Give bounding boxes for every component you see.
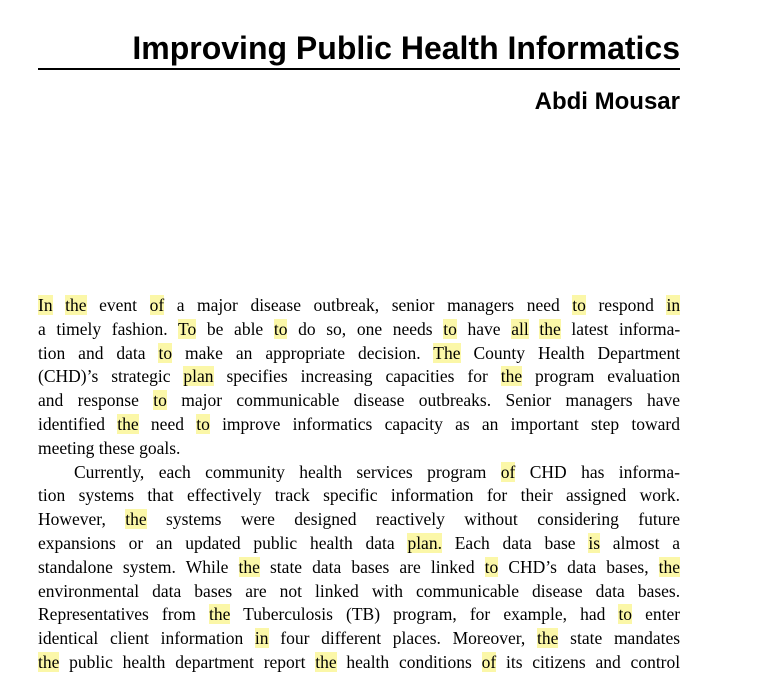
word: had [580, 604, 606, 625]
highlighted-word: to [443, 318, 457, 339]
word: goals. [139, 437, 181, 458]
word: state [270, 556, 303, 577]
text-line [38, 651, 680, 675]
word: Currently, [74, 461, 145, 482]
highlighted-word: to [196, 413, 210, 434]
word: linked [315, 580, 359, 601]
word: an [481, 413, 499, 434]
word: systems [166, 509, 222, 530]
highlighted-word: is [588, 532, 601, 553]
highlighted-word: the [537, 628, 559, 649]
word: outbreaks. [418, 390, 492, 411]
word: work. [639, 485, 680, 506]
word: systems [78, 485, 135, 506]
word: CHD [529, 461, 567, 482]
word: data [116, 342, 146, 363]
word: do [298, 318, 316, 339]
highlighted-word: of [500, 461, 516, 482]
word: While [185, 556, 229, 577]
word: tion [38, 485, 66, 506]
highlighted-word: of [481, 651, 497, 672]
word: step [590, 413, 620, 434]
highlighted-word: the [539, 318, 561, 339]
word: (TB) [346, 604, 381, 625]
word: and [38, 390, 64, 411]
word: mandates [613, 628, 681, 649]
word: for [486, 485, 508, 506]
word: standalone [38, 556, 113, 577]
word: have [467, 318, 501, 339]
word: that [147, 485, 174, 506]
word: places. [392, 628, 441, 649]
word: one [356, 318, 383, 339]
word: health [122, 651, 166, 672]
word: for [467, 366, 488, 387]
word: citizens [532, 651, 586, 672]
highlighted-word: plan. [407, 532, 442, 553]
word: health [299, 461, 342, 482]
word: Tuberculosis [243, 604, 333, 625]
word: major [181, 390, 223, 411]
highlighted-word: all [511, 318, 529, 339]
text-line [38, 365, 680, 389]
highlighted-word: To [178, 318, 197, 339]
word: information [390, 485, 474, 506]
document-page [38, 0, 681, 672]
word: response [77, 390, 139, 411]
word: strategic [111, 366, 171, 387]
word: improve [222, 413, 281, 434]
word: and [595, 651, 621, 672]
word: Health [537, 342, 585, 363]
word: informa- [618, 318, 681, 339]
word: are [245, 580, 267, 601]
highlighted-word: the [500, 366, 523, 387]
word: timely [56, 318, 102, 339]
word: capacities [385, 366, 455, 387]
highlighted-word: In [38, 295, 53, 315]
word: a [176, 295, 185, 315]
text-line [38, 508, 680, 532]
highlighted-word: to [618, 604, 633, 625]
word: disease [532, 580, 583, 601]
word: a [672, 532, 681, 553]
highlighted-word: to [153, 390, 167, 411]
word: four [280, 628, 310, 649]
word: linked [430, 556, 475, 577]
word: with [371, 580, 403, 601]
word: not [279, 580, 303, 601]
word: different [321, 628, 382, 649]
word: managers [565, 390, 633, 411]
word: data [595, 580, 625, 601]
word: an [155, 532, 173, 553]
highlighted-word: to [572, 295, 586, 315]
word: data [312, 556, 342, 577]
word: managers [447, 295, 515, 315]
word: outbreak, [313, 295, 380, 315]
word: and [78, 342, 104, 363]
highlighted-word: to [484, 556, 499, 577]
word: considering [537, 509, 619, 530]
word: event [99, 295, 137, 315]
word: bases [194, 580, 233, 601]
word: bases, [606, 556, 649, 577]
paragraph [38, 294, 680, 461]
word: communicable [236, 390, 340, 411]
word: CHD’s [508, 556, 557, 577]
word: health [346, 651, 390, 672]
word: make [185, 342, 223, 363]
word: needs [392, 318, 433, 339]
word: However, [38, 509, 106, 530]
word: program [535, 366, 595, 387]
word: expansions [38, 532, 116, 553]
word: capacity [384, 413, 443, 434]
word: almost [612, 532, 660, 553]
highlighted-word: the [117, 413, 139, 434]
word: major [197, 295, 238, 315]
highlighted-word: the [315, 651, 337, 672]
word: (CHD)’s [38, 366, 99, 387]
word: a [38, 318, 46, 339]
word: information [160, 628, 244, 649]
word: health [309, 532, 353, 553]
word: County [473, 342, 525, 363]
word: their [520, 485, 553, 506]
word: its [505, 651, 523, 672]
word: need [526, 295, 560, 315]
highlighted-word: the [658, 556, 681, 577]
word: important [510, 413, 579, 434]
word: data [502, 532, 532, 553]
word: public [69, 651, 113, 672]
word: specific [323, 485, 378, 506]
word: has [581, 461, 605, 482]
word: from [161, 604, 196, 625]
word: base [544, 532, 576, 553]
word: these [98, 437, 135, 458]
word: evaluation [607, 366, 681, 387]
text-line [38, 437, 680, 461]
text-line [38, 556, 680, 580]
word: effectively [186, 485, 262, 506]
word: communicable [415, 580, 520, 601]
highlighted-word: to [158, 342, 173, 363]
highlighted-word: the [65, 295, 87, 315]
author-name: Abdi Mousar [534, 88, 680, 115]
word: so, [326, 318, 347, 339]
highlighted-word: in [666, 295, 681, 315]
text-line [38, 294, 680, 318]
word: public [253, 532, 298, 553]
word: program [427, 461, 487, 482]
word: reactively [375, 509, 445, 530]
word: track [274, 485, 310, 506]
word: appropriate [265, 342, 346, 363]
body-text [38, 294, 680, 675]
word: toward [631, 413, 680, 434]
word: able [234, 318, 264, 339]
word: bases [351, 556, 390, 577]
word: program, [393, 604, 457, 625]
highlighted-word: to [273, 318, 288, 339]
word: assigned [566, 485, 627, 506]
word: Department [597, 342, 681, 363]
word: specifies [226, 366, 288, 387]
word: identified [38, 413, 106, 434]
text-line [38, 389, 680, 413]
word: state [570, 628, 603, 649]
title-rule [38, 68, 680, 70]
word: Moreover, [452, 628, 526, 649]
word: department [175, 651, 254, 672]
highlighted-word: the [38, 651, 60, 672]
highlighted-word: the [125, 509, 147, 530]
word: informatics [292, 413, 373, 434]
paper-title: Improving Public Health Informatics [132, 30, 680, 66]
word: disease [250, 295, 301, 315]
word: report [263, 651, 306, 672]
word: data [152, 580, 182, 601]
word: decision. [357, 342, 421, 363]
word: have [646, 390, 681, 411]
word: Senior [505, 390, 552, 411]
word: Each [454, 532, 490, 553]
highlighted-word: the [238, 556, 260, 577]
word: latest [571, 318, 609, 339]
text-line [38, 603, 680, 627]
word: senior [391, 295, 435, 315]
word: system. [122, 556, 176, 577]
word: services [356, 461, 413, 482]
word: are [399, 556, 421, 577]
word: control [630, 651, 681, 672]
word: example, [503, 604, 567, 625]
word: disease [353, 390, 405, 411]
word: designed [294, 509, 357, 530]
word: identical [38, 628, 99, 649]
word: updated [185, 532, 241, 553]
text-line [38, 484, 680, 508]
word: enter [645, 604, 681, 625]
highlighted-word: The [433, 342, 461, 363]
word: environmental [38, 580, 140, 601]
word: fashion. [111, 318, 168, 339]
word: be [206, 318, 224, 339]
text-line [38, 580, 680, 604]
word: without [464, 509, 518, 530]
word: community [205, 461, 285, 482]
text-line [38, 413, 680, 437]
word: an [235, 342, 253, 363]
text-line [38, 461, 680, 485]
highlighted-word: in [254, 628, 269, 649]
word: as [455, 413, 470, 434]
word: informa- [618, 461, 680, 482]
word: for [469, 604, 491, 625]
word: data [567, 556, 597, 577]
word: future [638, 509, 681, 530]
word: bases. [637, 580, 681, 601]
word: Representatives [38, 604, 149, 625]
highlighted-word: of [149, 295, 165, 315]
word: were [240, 509, 275, 530]
word: each [158, 461, 191, 482]
text-line [38, 627, 680, 651]
word: meeting [38, 437, 95, 458]
highlighted-word: plan [183, 366, 214, 387]
highlighted-word: the [208, 604, 231, 625]
word: tion [38, 342, 66, 363]
word: data [365, 532, 395, 553]
word: client [109, 628, 149, 649]
word: conditions [398, 651, 472, 672]
paragraph [38, 461, 680, 675]
text-line [38, 532, 680, 556]
text-line [38, 342, 680, 366]
word: need [150, 413, 184, 434]
word: increasing [300, 366, 373, 387]
word: respond [598, 295, 654, 315]
text-line [38, 318, 680, 342]
word: or [128, 532, 144, 553]
